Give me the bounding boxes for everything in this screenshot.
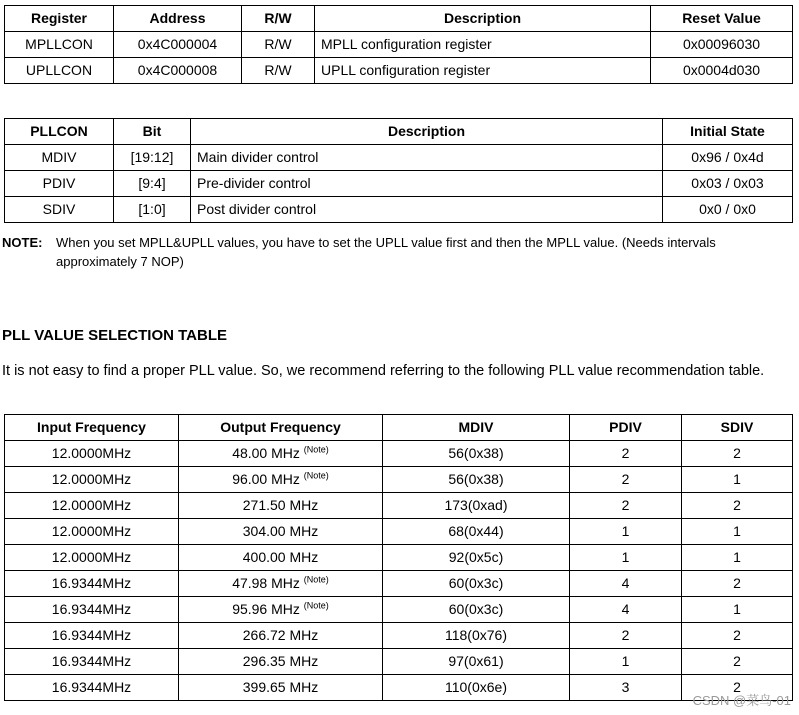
cell-output-frequency bbox=[179, 493, 383, 519]
cell-description: Pre-divider control bbox=[191, 171, 663, 197]
table-row bbox=[5, 545, 793, 571]
note-marker: (Note) bbox=[303, 600, 329, 611]
note-marker: (Note) bbox=[303, 444, 329, 455]
output-frequency-value: 399.65 MHz bbox=[242, 678, 319, 695]
cell-mdiv: 56(0x38) bbox=[383, 441, 570, 467]
cell-input-frequency: 12.0000MHz bbox=[5, 519, 179, 545]
table-row bbox=[5, 571, 793, 597]
note-paragraph bbox=[2, 233, 792, 271]
cell-reset-value: 0x0004d030 bbox=[651, 58, 793, 84]
column-header-address: Address bbox=[114, 6, 242, 32]
cell-initial-state: 0x96 / 0x4d bbox=[663, 145, 793, 171]
cell-field: MDIV bbox=[5, 145, 114, 171]
pll-value-table bbox=[4, 414, 793, 701]
cell-bit: [1:0] bbox=[114, 197, 191, 223]
cell-output-frequency bbox=[179, 571, 383, 597]
cell-input-frequency: 12.0000MHz bbox=[5, 467, 179, 493]
cell-input-frequency: 16.9344MHz bbox=[5, 675, 179, 701]
column-header-reset-value: Reset Value bbox=[651, 6, 793, 32]
column-header-sdiv: SDIV bbox=[682, 415, 793, 441]
cell-pdiv: 1 bbox=[570, 649, 682, 675]
cell-mdiv: 97(0x61) bbox=[383, 649, 570, 675]
cell-bit: [19:12] bbox=[114, 145, 191, 171]
cell-input-frequency: 16.9344MHz bbox=[5, 623, 179, 649]
cell-register: MPLLCON bbox=[5, 32, 114, 58]
intro-paragraph: It is not easy to find a proper PLL value. So, we recommend referring to the following PLL value recommendation table. bbox=[2, 363, 765, 379]
cell-sdiv: 2 bbox=[682, 441, 793, 467]
table-row bbox=[5, 675, 793, 701]
cell-sdiv: 2 bbox=[682, 493, 793, 519]
cell-description: MPLL configuration register bbox=[315, 32, 651, 58]
table-row bbox=[5, 519, 793, 545]
cell-pdiv: 1 bbox=[570, 519, 682, 545]
cell-initial-state: 0x03 / 0x03 bbox=[663, 171, 793, 197]
cell-input-frequency: 12.0000MHz bbox=[5, 493, 179, 519]
cell-field: SDIV bbox=[5, 197, 114, 223]
cell-output-frequency bbox=[179, 519, 383, 545]
output-frequency-value: 48.00 MHz bbox=[232, 444, 300, 461]
note-text: When you set MPLL&UPLL values, you have to set the UPLL value first and then the MPLL value. (Needs intervals approximately 7 NOP) bbox=[56, 235, 716, 269]
cell-address: 0x4C000008 bbox=[114, 58, 242, 84]
cell-mdiv: 60(0x3c) bbox=[383, 571, 570, 597]
cell-output-frequency bbox=[179, 649, 383, 675]
output-frequency-value: 47.98 MHz bbox=[232, 574, 300, 591]
cell-output-frequency bbox=[179, 467, 383, 493]
pllcon-table bbox=[4, 118, 793, 223]
column-header-rw: R/W bbox=[242, 6, 315, 32]
cell-mdiv: 173(0xad) bbox=[383, 493, 570, 519]
cell-output-frequency bbox=[179, 623, 383, 649]
cell-output-frequency bbox=[179, 597, 383, 623]
cell-pdiv: 4 bbox=[570, 597, 682, 623]
cell-sdiv: 1 bbox=[682, 467, 793, 493]
table-row bbox=[5, 58, 793, 84]
cell-mdiv: 60(0x3c) bbox=[383, 597, 570, 623]
column-header-pllcon: PLLCON bbox=[5, 119, 114, 145]
pll-value-table-body bbox=[5, 441, 793, 701]
column-header-description: Description bbox=[191, 119, 663, 145]
column-header-input-frequency: Input Frequency bbox=[5, 415, 179, 441]
cell-description: Main divider control bbox=[191, 145, 663, 171]
output-frequency-value: 271.50 MHz bbox=[242, 496, 319, 513]
cell-sdiv: 2 bbox=[682, 675, 793, 701]
cell-reset-value: 0x00096030 bbox=[651, 32, 793, 58]
cell-description: UPLL configuration register bbox=[315, 58, 651, 84]
table-header-row bbox=[5, 119, 793, 145]
table-row bbox=[5, 493, 793, 519]
cell-output-frequency bbox=[179, 441, 383, 467]
table-row bbox=[5, 623, 793, 649]
column-header-mdiv: MDIV bbox=[383, 415, 570, 441]
cell-mdiv: 56(0x38) bbox=[383, 467, 570, 493]
cell-input-frequency: 12.0000MHz bbox=[5, 545, 179, 571]
cell-input-frequency: 12.0000MHz bbox=[5, 441, 179, 467]
cell-address: 0x4C000004 bbox=[114, 32, 242, 58]
output-frequency-value: 296.35 MHz bbox=[242, 652, 319, 669]
output-frequency-value: 304.00 MHz bbox=[242, 522, 319, 539]
output-frequency-value: 95.96 MHz bbox=[232, 600, 300, 617]
table-header-row bbox=[5, 6, 793, 32]
cell-bit: [9:4] bbox=[114, 171, 191, 197]
table-header-row bbox=[5, 415, 793, 441]
cell-sdiv: 2 bbox=[682, 649, 793, 675]
cell-rw: R/W bbox=[242, 32, 315, 58]
cell-register: UPLLCON bbox=[5, 58, 114, 84]
note-marker: (Note) bbox=[303, 470, 329, 481]
table-row bbox=[5, 171, 793, 197]
watermark: CSDN @菜鸟-01 bbox=[692, 693, 791, 708]
cell-mdiv: 110(0x6e) bbox=[383, 675, 570, 701]
output-frequency-value: 96.00 MHz bbox=[232, 470, 300, 487]
output-frequency-value: 400.00 MHz bbox=[242, 548, 319, 565]
cell-sdiv: 1 bbox=[682, 545, 793, 571]
cell-pdiv: 2 bbox=[570, 493, 682, 519]
register-table bbox=[4, 5, 793, 84]
note-label: NOTE: bbox=[2, 235, 43, 250]
table-row bbox=[5, 597, 793, 623]
cell-pdiv: 4 bbox=[570, 571, 682, 597]
cell-rw: R/W bbox=[242, 58, 315, 84]
cell-pdiv: 1 bbox=[570, 545, 682, 571]
column-header-description: Description bbox=[315, 6, 651, 32]
column-header-pdiv: PDIV bbox=[570, 415, 682, 441]
cell-sdiv: 2 bbox=[682, 623, 793, 649]
cell-input-frequency: 16.9344MHz bbox=[5, 597, 179, 623]
note-marker: (Note) bbox=[303, 574, 329, 585]
table-row bbox=[5, 145, 793, 171]
section-heading: PLL VALUE SELECTION TABLE bbox=[2, 327, 228, 344]
cell-mdiv: 68(0x44) bbox=[383, 519, 570, 545]
cell-initial-state: 0x0 / 0x0 bbox=[663, 197, 793, 223]
cell-output-frequency bbox=[179, 545, 383, 571]
column-header-initial-state: Initial State bbox=[663, 119, 793, 145]
cell-pdiv: 3 bbox=[570, 675, 682, 701]
cell-pdiv: 2 bbox=[570, 623, 682, 649]
cell-sdiv: 2 bbox=[682, 571, 793, 597]
cell-mdiv: 118(0x76) bbox=[383, 623, 570, 649]
cell-input-frequency: 16.9344MHz bbox=[5, 571, 179, 597]
table-row bbox=[5, 441, 793, 467]
cell-description: Post divider control bbox=[191, 197, 663, 223]
cell-mdiv: 92(0x5c) bbox=[383, 545, 570, 571]
cell-pdiv: 2 bbox=[570, 467, 682, 493]
cell-sdiv: 1 bbox=[682, 597, 793, 623]
column-header-bit: Bit bbox=[114, 119, 191, 145]
cell-pdiv: 2 bbox=[570, 441, 682, 467]
table-row bbox=[5, 32, 793, 58]
output-frequency-value: 266.72 MHz bbox=[242, 626, 319, 643]
table-row bbox=[5, 197, 793, 223]
table-row bbox=[5, 467, 793, 493]
cell-field: PDIV bbox=[5, 171, 114, 197]
cell-input-frequency: 16.9344MHz bbox=[5, 649, 179, 675]
cell-output-frequency bbox=[179, 675, 383, 701]
table-row bbox=[5, 649, 793, 675]
column-header-register: Register bbox=[5, 6, 114, 32]
column-header-output-frequency: Output Frequency bbox=[179, 415, 383, 441]
cell-sdiv: 1 bbox=[682, 519, 793, 545]
